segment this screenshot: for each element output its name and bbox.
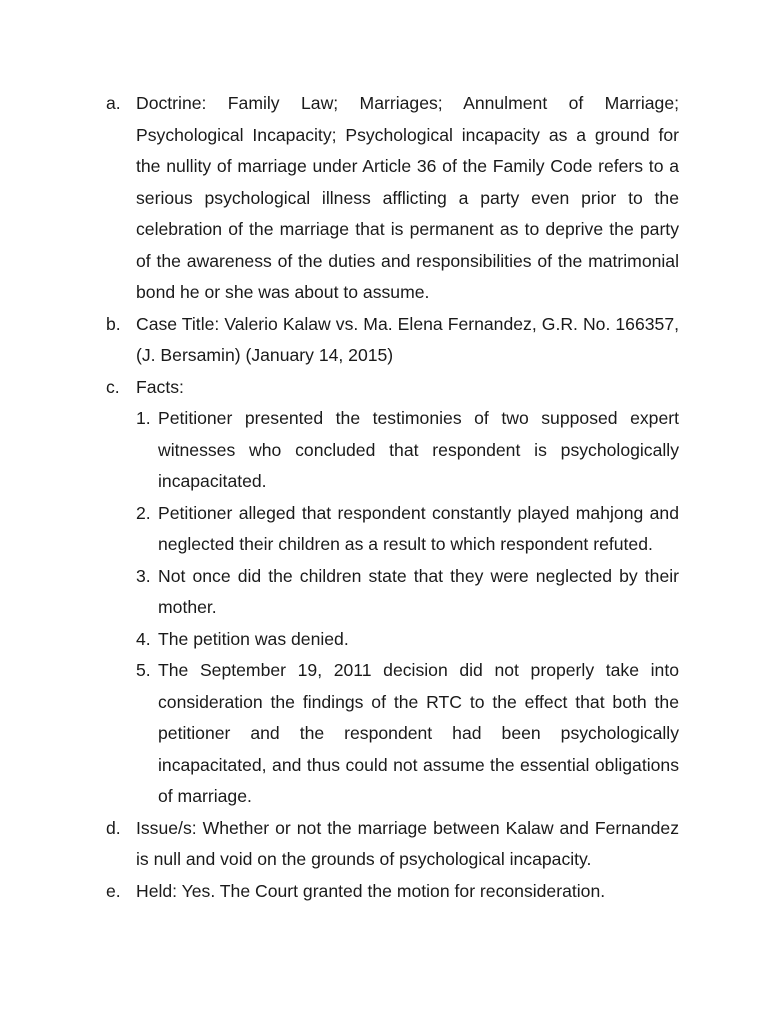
fact-text: Not once did the children state that they were neglected by their mother. xyxy=(158,565,679,617)
fact-number: 3. xyxy=(136,565,151,586)
fact-number: 4. xyxy=(136,628,151,649)
list-marker: a. xyxy=(106,93,121,113)
list-item-issue xyxy=(106,813,679,876)
held-text: Held: Yes. The Court granted the motion for reconsideration. xyxy=(136,880,606,901)
list-marker: e. xyxy=(106,880,121,901)
fact-item xyxy=(136,624,679,656)
list-item-doctrine xyxy=(106,88,679,309)
list-item-held xyxy=(106,876,679,908)
fact-text: Petitioner alleged that respondent constantly played mahjong and neglected their children as a result to which respondent refuted. xyxy=(158,502,679,554)
fact-item xyxy=(136,498,679,561)
fact-item xyxy=(136,655,679,813)
fact-text: Petitioner presented the testimonies of two supposed expert witnesses who concluded that respondent is psychologically incapacitated. xyxy=(158,408,679,491)
list-marker: c. xyxy=(106,376,120,397)
fact-text: The September 19, 2011 decision did not properly take into consideration the findings of the RTC to the effect that both the petitioner and the respondent had been psychologically incapacitated, and thus could not assume the essential obligations of marriage. xyxy=(158,660,679,806)
case-title-text: Case Title: Valerio Kalaw vs. Ma. Elena Fernandez, G.R. No. 166357, (J. Bersamin) (January 14, 2015) xyxy=(136,313,679,365)
fact-text: The petition was denied. xyxy=(158,628,349,649)
list-item-facts xyxy=(106,372,679,813)
doctrine-text: Doctrine: Family Law; Marriages; Annulment of Marriage; Psychological Incapacity; Psychological incapacity as a ground for the nullity of marriage under Article 36 of the Family Code refers to a serious psychological illness afflicting a party even prior to the celebration of the marriage that is permanent as to deprive the party of the awareness of the duties and responsibilities of the matrimonial bond he or she was about to assume. xyxy=(136,93,679,302)
fact-number: 5. xyxy=(136,660,151,680)
list-marker: d. xyxy=(106,817,121,838)
list-marker: b. xyxy=(106,313,121,334)
facts-heading: Facts: xyxy=(136,376,184,397)
issue-text: Issue/s: Whether or not the marriage between Kalaw and Fernandez is null and void on the grounds of psychological incapacity. xyxy=(136,817,679,869)
fact-item xyxy=(136,561,679,624)
fact-number: 1. xyxy=(136,408,151,428)
facts-list xyxy=(136,403,679,813)
case-digest xyxy=(106,88,679,907)
list-item-case-title xyxy=(106,309,679,372)
fact-item xyxy=(136,403,679,498)
fact-number: 2. xyxy=(136,502,151,523)
